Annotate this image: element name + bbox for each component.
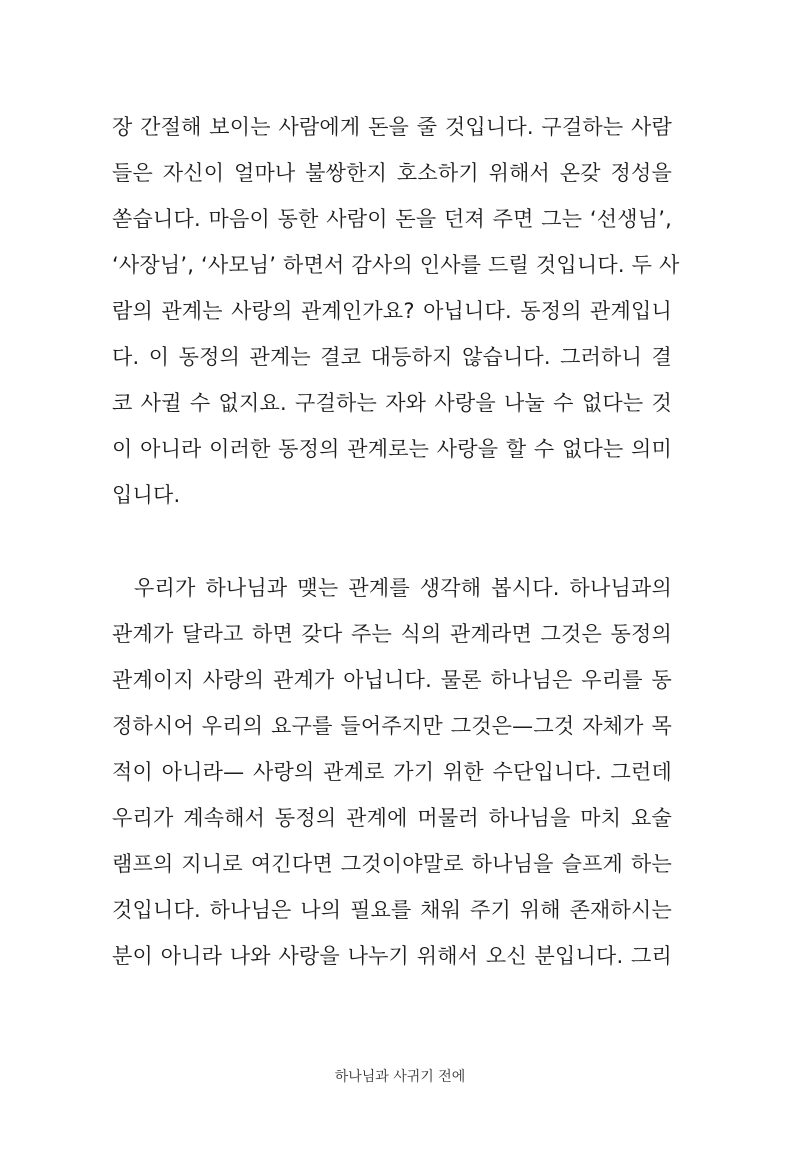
text-line: 램프의 지니로 여긴다면 그것이야말로 하나님을 슬프게 하는 (112, 852, 672, 876)
text-line: 적이 아니라— 사랑의 관계로 가기 위한 수단입니다. 그런데 (112, 760, 672, 784)
text-line: 것입니다. 하나님은 나의 필요를 채워 주기 위해 존재하시는 (112, 898, 672, 922)
text-line: 입니다. (112, 483, 181, 507)
text-line: ‘사장님’, ‘사모님’ 하면서 감사의 인사를 드릴 것입니다. 두 사 (112, 253, 680, 277)
text-line: 쏟습니다. 마음이 동한 사람이 돈을 던져 주면 그는 ‘선생님’, (112, 207, 672, 231)
paragraph-1 (112, 104, 680, 518)
text-line: 람의 관계는 사랑의 관계인가요? 아닙니다. 동정의 관계입니 (112, 299, 672, 323)
text-line: 우리가 하나님과 맺는 관계를 생각해 봅시다. 하나님과의 (134, 576, 672, 600)
paragraph-2 (112, 565, 672, 979)
text-line: 우리가 계속해서 동정의 관계에 머물러 하나님을 마치 요술 (112, 806, 672, 830)
text-line: 관계이지 사랑의 관계가 아닙니다. 물론 하나님은 우리를 동 (112, 668, 672, 692)
running-footer-title: 하나님과 사귀기 전에 (334, 1069, 466, 1085)
text-line: 다. 이 동정의 관계는 결코 대등하지 않습니다. 그러하니 결 (112, 345, 672, 369)
text-line: 장 간절해 보이는 사람에게 돈을 줄 것입니다. 구걸하는 사람 (112, 115, 672, 139)
text-line: 분이 아니라 나와 사랑을 나누기 위해서 오신 분입니다. 그리 (112, 944, 672, 968)
text-line: 관계가 달라고 하면 갖다 주는 식의 관계라면 그것은 동정의 (112, 622, 672, 646)
text-line: 들은 자신이 얼마나 불쌍한지 호소하기 위해서 온갖 정성을 (112, 161, 672, 185)
text-line: 정하시어 우리의 요구를 들어주지만 그것은—그것 자체가 목 (112, 714, 672, 738)
text-line: 이 아니라 이러한 동정의 관계로는 사랑을 할 수 없다는 의미 (112, 437, 672, 461)
text-line: 코 사귈 수 없지요. 구걸하는 자와 사랑을 나눌 수 없다는 것 (112, 391, 672, 415)
